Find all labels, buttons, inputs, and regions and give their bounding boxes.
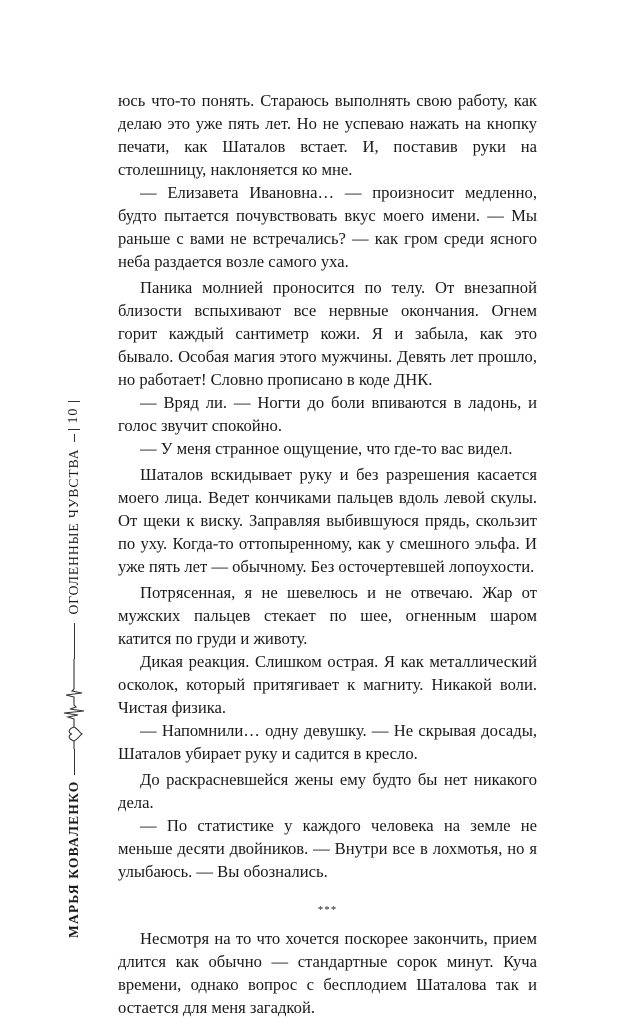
closing-paragraph: Несмотря на то что хочется поскорее закончить, прием длится как обычно — стандартные сорок минут. Куча времени, однако вопрос с бесплодием Шаталова так и остается для меня загадкой.: [118, 929, 537, 1017]
paragraph: Потрясенная, я не шевелюсь и не отвечаю. Жар от мужских пальцев стекает по шее, огненным шаром катится по груди и животу.: [118, 583, 537, 648]
divider-line: [74, 434, 75, 442]
paragraph: — Напомнили… одну девушку. — Не скрывая досады, Шаталов убирает руку и садится в кресло.: [118, 721, 537, 763]
paragraph: Паника молнией проносится по телу. От внезапной близости вспыхивают все нервные окончания. Огнем горит каждый сантиметр кожи. Я и забыла, как это бывало. Особая магия этого мужчины. Девять лет прошло, но работает! Словно прописано в коде ДНК.: [118, 278, 537, 389]
page-number-box: [66, 401, 82, 431]
page-number: 10: [66, 407, 81, 424]
author-name: МАРЬЯ КОВАЛЕНКО: [66, 780, 81, 938]
paragraph: юсь что-то понять. Стараюсь выполнять свою работу, как делаю это уже пять лет. Но не успеваю нажать на кнопку печати, как Шаталов встает. И, поставив руки на столешницу, наклоняется ко мне.: [118, 91, 537, 179]
page-number-bar: [68, 401, 80, 402]
paragraph: — Вряд ли. — Ногти до боли впиваются в ладонь, и голос звучит спокойно.: [118, 393, 537, 435]
divider-line: [74, 749, 75, 775]
paragraph: — По статистике у каждого человека на земле не меньше десяти двойников. — Внутри все в лохмотья, но я улыбаюсь. — Вы обознались.: [118, 816, 537, 881]
page-number-bar: [68, 429, 80, 430]
running-header-rotated: [56, 318, 92, 938]
paragraph: До раскрасневшейся жены ему будто бы нет никакого дела.: [118, 770, 537, 812]
book-title: ОГОЛЕННЫЕ ЧУВСТВА: [66, 448, 81, 615]
paragraph: Дикая реакция. Слишком острая. Я как металлический осколок, который притягивает к магниту. Никакой воли. Чистая физика.: [118, 652, 537, 717]
paragraph: — У меня странное ощущение, что где-то вас видел.: [140, 439, 513, 458]
heartbeat-line-icon: [56, 659, 92, 749]
running-header: [56, 318, 92, 938]
divider-line: [74, 623, 75, 659]
paragraph: Шаталов вскидывает руку и без разрешения касается моего лица. Ведет кончиками пальцев вдоль левой скулы. От щеки к виску. Заправляя выбившуюся прядь, скользит по уху. Когда-то оттопыренному, как у смешного эльфа. И уже пять лет — обычному. Без осточертевшей лопоухости.: [118, 465, 537, 576]
paragraph: — Елизавета Ивановна… — произносит медленно, будто пытается почувствовать вкус моего имени. — Мы раньше с вами не встречались? — как гром среди ясного неба раздается возле самого уха.: [118, 183, 537, 271]
section-separator: ***: [317, 904, 338, 916]
body-text: [118, 89, 537, 1019]
